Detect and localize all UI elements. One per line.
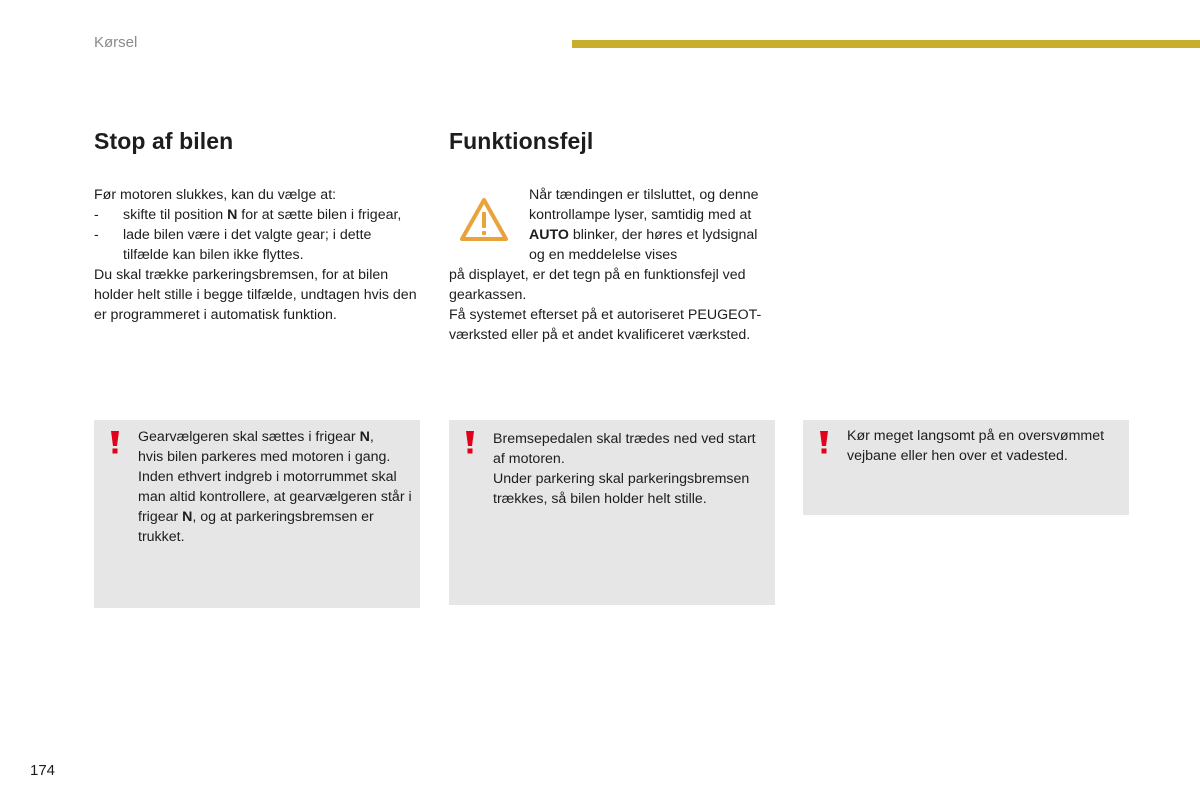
warning-note xyxy=(94,420,420,608)
list-dash: - xyxy=(94,207,99,223)
warning-note xyxy=(449,420,775,605)
fault-paragraph-1-continued: på displayet, er det tegn på en funktionsfejl ved gearkassen. xyxy=(449,267,746,303)
stop-intro: Før motoren slukkes, kan du vælge at: xyxy=(94,187,337,203)
heading-fault: Funktionsfejl xyxy=(449,128,594,154)
page-number: 174 xyxy=(30,762,56,779)
stop-outro: Du skal trække parkeringsbremsen, for at bilen holder helt stille i begge tilfælde, undtagen hvis den er programmeret i automatisk funktion. xyxy=(94,267,417,323)
list-dash: - xyxy=(94,227,99,243)
heading-stop: Stop af bilen xyxy=(94,128,234,154)
note-text: Kør meget langsomt på en oversvømmet vejbane eller hen over et vadested. xyxy=(847,428,1105,464)
note-text: Bremsepedalen skal trædes ned ved start af motoren. Under parkering skal parkeringsbremsen trækkes, så bilen holder helt stille. xyxy=(493,431,756,507)
warning-note xyxy=(803,420,1129,515)
stop-section-body xyxy=(94,185,420,325)
fault-section-body xyxy=(449,185,775,345)
fault-paragraph-1: Når tændingen er tilsluttet, og denne kontrollampe lyser, samtidig med at AUTO blinker, der høres et lydsignal og en meddelelse vises xyxy=(529,187,759,263)
list-item xyxy=(94,205,420,225)
header-accent-bar xyxy=(572,40,1200,48)
list-item-text: skifte til position xyxy=(123,207,228,223)
section-label: Kørsel xyxy=(94,34,138,51)
exclamation-icon xyxy=(109,430,121,454)
exclamation-icon xyxy=(464,430,476,454)
fault-paragraph-2: Få systemet efterset på et autoriseret PEUGEOT-værksted eller på et andet kvalificeret værksted. xyxy=(449,307,762,343)
gear-n: N xyxy=(227,207,238,223)
exclamation-icon xyxy=(818,430,830,454)
note-text: Gearvælgeren skal sættes i frigear N, hvis bilen parkeres med motoren i gang. Inden ethvert indgreb i motorrummet skal man altid kontrollere, at gearvælgeren står i frigear N, og at parkeringsbremsen er trukket. xyxy=(138,429,412,545)
list-item xyxy=(94,225,420,265)
warning-triangle-icon xyxy=(449,185,529,265)
list-item-text: lade bilen være i det valgte gear; i dette tilfælde kan bilen ikke flyttes. xyxy=(123,227,372,263)
list-item-text: for at sætte bilen i frigear, xyxy=(237,207,402,223)
